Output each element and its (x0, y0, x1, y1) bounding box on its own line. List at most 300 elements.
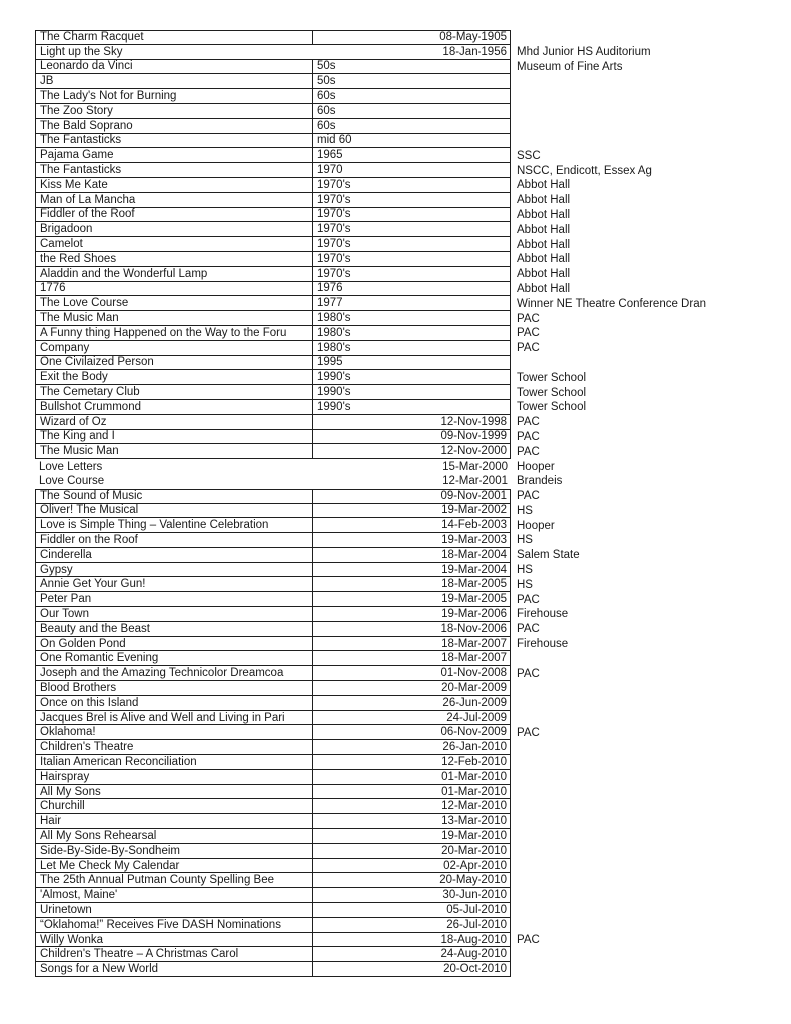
production-title: The Music Man (40, 445, 119, 458)
production-title: The Love Course (40, 297, 129, 310)
production-venue: Abbot Hall (517, 253, 571, 266)
production-title-cell (35, 430, 313, 445)
production-date: 20-Mar-2010 (441, 844, 507, 857)
production-venue-cell (511, 829, 791, 844)
production-date: 1965 (317, 149, 343, 162)
production-venue-cell (511, 622, 791, 637)
production-date: 20-May-2010 (439, 874, 507, 887)
production-title-cell (35, 533, 313, 548)
production-venue: SSC (517, 149, 541, 162)
production-date: 18-Mar-2007 (441, 637, 507, 650)
production-date: 01-Nov-2008 (440, 667, 507, 680)
production-title-cell (35, 962, 313, 977)
table-row (35, 134, 791, 149)
table-row (35, 873, 791, 888)
production-title: Beauty and the Beast (40, 622, 150, 635)
table-row (35, 696, 791, 711)
production-title: Songs for a New World (40, 963, 159, 976)
production-title-cell (35, 785, 313, 800)
production-date-cell (313, 785, 511, 800)
production-date-cell (313, 252, 511, 267)
table-row (35, 74, 791, 89)
production-title: Man of La Mancha (40, 193, 136, 206)
production-venue-cell (511, 296, 791, 311)
production-venue: HS (517, 564, 533, 577)
production-date: 09-Nov-2001 (440, 490, 507, 503)
table-row (35, 814, 791, 829)
table-row (35, 60, 791, 75)
production-date-cell (313, 356, 511, 371)
production-title-cell (35, 415, 313, 430)
production-title: Jacques Brel is Alive and Well and Living in Pari (40, 711, 285, 724)
production-date: mid 60 (317, 134, 352, 147)
table-row (35, 341, 791, 356)
production-venue-cell (511, 193, 791, 208)
production-date-cell (313, 148, 511, 163)
table-row (35, 681, 791, 696)
production-venue-cell (511, 563, 791, 578)
production-date: 1980's (317, 312, 351, 325)
table-row (35, 592, 791, 607)
production-title: The Lady's Not for Burning (40, 90, 177, 103)
production-date: 12-Nov-1998 (440, 415, 507, 428)
production-title: Love is Simple Thing – Valentine Celebration (40, 519, 269, 532)
table-row (35, 651, 791, 666)
production-title: Aladdin and the Wonderful Lamp (40, 267, 208, 280)
production-date: 26-Jun-2009 (442, 696, 507, 709)
production-title: The 25th Annual Putman County Spelling Bee (40, 874, 274, 887)
production-title-cell (35, 711, 313, 726)
production-title-cell (35, 770, 313, 785)
production-date-cell (313, 104, 511, 119)
production-date: 1970's (317, 193, 351, 206)
production-title: Annie Get Your Gun! (40, 578, 146, 591)
table-row (35, 356, 791, 371)
production-title: A Funny thing Happened on the Way to the Foru (40, 326, 287, 339)
production-venue-cell (511, 799, 791, 814)
production-title: Joseph and the Amazing Technicolor Dreamcoa (40, 667, 284, 680)
table-row (35, 326, 791, 341)
table-row (35, 385, 791, 400)
table-row (35, 533, 791, 548)
table-row (35, 799, 791, 814)
production-venue: Abbot Hall (517, 282, 571, 295)
production-date: 19-Mar-2004 (441, 563, 507, 576)
production-venue-cell (511, 947, 791, 962)
production-title: Pajama Game (40, 149, 114, 162)
production-venue: HS (517, 534, 533, 547)
production-date: 19-Mar-2005 (441, 593, 507, 606)
production-venue: Firehouse (517, 608, 569, 621)
production-date: 08-May-1905 (439, 31, 507, 44)
production-venue-cell (511, 814, 791, 829)
table-row (35, 282, 791, 297)
production-date: 1977 (317, 297, 343, 310)
production-title-cell (35, 237, 313, 252)
production-title-cell (35, 814, 313, 829)
production-date-cell (313, 918, 511, 933)
production-title: Gypsy (40, 563, 73, 576)
production-title: Churchill (40, 800, 85, 813)
production-venue: Mhd Junior HS Auditorium (517, 46, 651, 59)
production-title: JB (40, 75, 54, 88)
production-title: Wizard of Oz (40, 415, 107, 428)
production-venue-cell (511, 903, 791, 918)
production-date-cell (313, 459, 511, 474)
production-title: Oliver! The Musical (40, 504, 139, 517)
production-title-cell (35, 222, 313, 237)
production-title-cell (35, 148, 313, 163)
production-venue-cell (511, 696, 791, 711)
production-venue: Tower School (517, 386, 587, 399)
production-date: 26-Jul-2010 (446, 918, 507, 931)
production-date: 15-Mar-2000 (442, 460, 508, 473)
production-date: 19-Mar-2003 (441, 533, 507, 546)
production-venue-cell (511, 533, 791, 548)
production-date: 18-Aug-2010 (440, 933, 507, 946)
table-row (35, 208, 791, 223)
production-title-cell (35, 740, 313, 755)
table-row (35, 711, 791, 726)
production-title-cell (35, 45, 313, 60)
production-date-cell (313, 60, 511, 75)
production-title: One Romantic Evening (40, 652, 159, 665)
production-date: 12-Mar-2001 (442, 475, 508, 488)
production-venue-cell (511, 415, 791, 430)
production-venue-cell (511, 933, 791, 948)
production-date: 1970's (317, 252, 351, 265)
production-title-cell (35, 178, 313, 193)
production-date-cell (313, 814, 511, 829)
production-title-cell (35, 518, 313, 533)
production-venue: Abbot Hall (517, 208, 571, 221)
production-venue-cell (511, 577, 791, 592)
production-title-cell (35, 489, 313, 504)
production-venue-cell (511, 666, 791, 681)
production-date-cell (313, 370, 511, 385)
production-venue-cell (511, 341, 791, 356)
production-venue-cell (511, 518, 791, 533)
production-venue-cell (511, 459, 791, 474)
production-venue: Firehouse (517, 638, 569, 651)
production-venue-cell (511, 918, 791, 933)
production-date-cell (313, 489, 511, 504)
table-row (35, 252, 791, 267)
production-title: On Golden Pond (40, 637, 126, 650)
table-row (35, 859, 791, 874)
table-row (35, 178, 791, 193)
production-date-cell (313, 30, 511, 45)
table-row (35, 666, 791, 681)
production-title: “Oklahoma!” Receives Five DASH Nominations (40, 918, 281, 931)
production-date: 1970 (317, 164, 343, 177)
table-row (35, 148, 791, 163)
production-date-cell (313, 725, 511, 740)
production-date: 12-Feb-2010 (441, 755, 507, 768)
table-row (35, 918, 791, 933)
production-venue-cell (511, 859, 791, 874)
table-row (35, 888, 791, 903)
production-date: 26-Jan-2010 (442, 741, 507, 754)
production-title-cell (35, 356, 313, 371)
production-title: Fiddler on the Roof (40, 533, 138, 546)
table-row (35, 518, 791, 533)
production-venue-cell (511, 400, 791, 415)
table-row (35, 725, 791, 740)
table-row (35, 577, 791, 592)
production-date-cell (313, 548, 511, 563)
table-row (35, 903, 791, 918)
production-date-cell (313, 696, 511, 711)
production-venue: Brandeis (517, 475, 563, 488)
production-title: Leonardo da Vinci (40, 60, 133, 73)
production-title: Light up the Sky (40, 45, 123, 58)
production-title-cell (35, 134, 313, 149)
production-date: 02-Apr-2010 (443, 859, 507, 872)
production-date-cell (313, 903, 511, 918)
production-title-cell (35, 296, 313, 311)
production-date-cell (313, 178, 511, 193)
production-venue: Hooper (517, 460, 555, 473)
production-venue-cell (511, 592, 791, 607)
production-venue: PAC (517, 667, 540, 680)
table-row (35, 947, 791, 962)
production-venue: PAC (517, 490, 540, 503)
production-title: 1776 (40, 282, 66, 295)
production-venue-cell (511, 45, 791, 60)
production-date-cell (313, 444, 511, 459)
production-venue-cell (511, 770, 791, 785)
production-date: 20-Mar-2009 (441, 681, 507, 694)
production-title-cell (35, 119, 313, 134)
production-date: 19-Mar-2002 (441, 504, 507, 517)
production-date-cell (313, 740, 511, 755)
production-venue: Abbot Hall (517, 268, 571, 281)
production-date: 1995 (317, 356, 343, 369)
production-date: 1970's (317, 208, 351, 221)
production-date: 1970's (317, 178, 351, 191)
production-title-cell (35, 859, 313, 874)
production-date-cell (313, 267, 511, 282)
production-title-cell (35, 903, 313, 918)
production-venue: Abbot Hall (517, 223, 571, 236)
production-title-cell (35, 563, 313, 578)
table-row (35, 755, 791, 770)
production-date-cell (313, 415, 511, 430)
production-title-cell (35, 844, 313, 859)
table-row (35, 237, 791, 252)
production-date: 05-Jul-2010 (446, 903, 507, 916)
production-venue-cell (511, 474, 791, 489)
production-venue-cell (511, 725, 791, 740)
table-row (35, 444, 791, 459)
production-venue-cell (511, 740, 791, 755)
table-row (35, 45, 791, 60)
production-venue-cell (511, 326, 791, 341)
table-row (35, 933, 791, 948)
production-title-cell (35, 933, 313, 948)
production-date-cell (313, 799, 511, 814)
production-date: 30-Jun-2010 (442, 889, 507, 902)
table-row (35, 637, 791, 652)
production-title: Bullshot Crummond (40, 400, 141, 413)
production-date: 13-Mar-2010 (441, 815, 507, 828)
production-date: 18-Mar-2005 (441, 578, 507, 591)
table-row (35, 222, 791, 237)
production-title-cell (35, 622, 313, 637)
production-venue-cell (511, 356, 791, 371)
production-venue-cell (511, 119, 791, 134)
production-title-cell (35, 444, 313, 459)
production-title: The Music Man (40, 312, 119, 325)
production-title-cell (35, 282, 313, 297)
production-title-cell (35, 696, 313, 711)
production-date-cell (313, 341, 511, 356)
production-venue: HS (517, 578, 533, 591)
production-title: The Cemetary Club (40, 386, 140, 399)
production-date-cell (313, 711, 511, 726)
production-venue-cell (511, 888, 791, 903)
production-title: Hairspray (40, 770, 90, 783)
production-title-cell (35, 30, 313, 45)
production-date-cell (313, 622, 511, 637)
production-venue-cell (511, 962, 791, 977)
production-title: The King and I (40, 430, 115, 443)
table-row (35, 119, 791, 134)
production-date-cell (313, 430, 511, 445)
production-venue-cell (511, 30, 791, 45)
production-title: All My Sons Rehearsal (40, 829, 157, 842)
production-title-cell (35, 193, 313, 208)
production-title: The Charm Racquet (40, 31, 144, 44)
production-date: 18-Jan-1956 (442, 45, 507, 58)
production-date: 1980's (317, 326, 351, 339)
table-row (35, 89, 791, 104)
production-title-cell (35, 459, 313, 474)
production-date-cell (313, 651, 511, 666)
production-title: Peter Pan (40, 593, 92, 606)
production-title-cell (35, 637, 313, 652)
production-date: 14-Feb-2003 (441, 519, 507, 532)
table-row (35, 30, 791, 45)
production-title: Fiddler of the Roof (40, 208, 135, 221)
production-title-cell (35, 208, 313, 223)
production-title-cell (35, 267, 313, 282)
production-date: 06-Nov-2009 (440, 726, 507, 739)
production-date: 20-Oct-2010 (443, 963, 507, 976)
production-title-cell (35, 60, 313, 75)
production-venue-cell (511, 444, 791, 459)
production-venue-cell (511, 548, 791, 563)
production-date-cell (313, 222, 511, 237)
production-title: The Fantasticks (40, 164, 122, 177)
table-row (35, 311, 791, 326)
productions-table (35, 30, 791, 977)
production-title: One Civilaized Person (40, 356, 154, 369)
production-venue-cell (511, 607, 791, 622)
production-title-cell (35, 577, 313, 592)
production-venue-cell (511, 134, 791, 149)
production-title: Oklahoma! (40, 726, 96, 739)
production-date-cell (313, 563, 511, 578)
production-title-cell (35, 104, 313, 119)
production-date: 1980's (317, 341, 351, 354)
table-row (35, 548, 791, 563)
production-date-cell (313, 134, 511, 149)
production-date-cell (313, 844, 511, 859)
production-date: 1976 (317, 282, 343, 295)
table-row (35, 400, 791, 415)
production-date: 18-Mar-2004 (441, 548, 507, 561)
production-venue: NSCC, Endicott, Essex Ag (517, 164, 652, 177)
production-title-cell (35, 725, 313, 740)
production-title: All My Sons (40, 785, 101, 798)
production-venue: PAC (517, 327, 540, 340)
production-venue-cell (511, 148, 791, 163)
production-date-cell (313, 888, 511, 903)
production-date-cell (313, 385, 511, 400)
production-venue: Salem State (517, 549, 580, 562)
production-date: 1970's (317, 267, 351, 280)
production-title-cell (35, 252, 313, 267)
production-title: Side-By-Side-By-Sondheim (40, 844, 180, 857)
production-date-cell (313, 296, 511, 311)
table-row (35, 370, 791, 385)
production-date: 1970's (317, 238, 351, 251)
production-date: 1990's (317, 386, 351, 399)
production-date-cell (313, 74, 511, 89)
production-title: Italian American Reconciliation (40, 755, 197, 768)
production-title: The Sound of Music (40, 490, 143, 503)
production-venue-cell (511, 637, 791, 652)
production-title-cell (35, 474, 313, 489)
production-venue-cell (511, 489, 791, 504)
production-venue: HS (517, 504, 533, 517)
production-title: The Bald Soprano (40, 119, 133, 132)
production-title-cell (35, 370, 313, 385)
production-title: The Zoo Story (40, 104, 113, 117)
production-date-cell (313, 311, 511, 326)
table-row (35, 844, 791, 859)
production-date-cell (313, 533, 511, 548)
production-venue-cell (511, 370, 791, 385)
production-title-cell (35, 755, 313, 770)
production-title: Kiss Me Kate (40, 178, 108, 191)
table-row (35, 962, 791, 977)
production-title: Cinderella (40, 548, 92, 561)
production-title: The Fantasticks (40, 134, 122, 147)
table-row (35, 163, 791, 178)
production-date-cell (313, 89, 511, 104)
production-date-cell (313, 577, 511, 592)
production-title: Urinetown (40, 903, 92, 916)
production-title: Camelot (40, 238, 83, 251)
production-date: 19-Mar-2006 (441, 607, 507, 620)
production-venue: Tower School (517, 401, 587, 414)
production-title-cell (35, 799, 313, 814)
production-venue: PAC (517, 623, 540, 636)
production-date: 01-Mar-2010 (441, 785, 507, 798)
production-title-cell (35, 918, 313, 933)
production-venue: Hooper (517, 519, 555, 532)
production-title: Love Letters (39, 460, 103, 473)
production-title-cell (35, 89, 313, 104)
production-venue-cell (511, 178, 791, 193)
production-date: 24-Aug-2010 (440, 948, 507, 961)
production-date-cell (313, 282, 511, 297)
production-venue: PAC (517, 934, 540, 946)
production-title-cell (35, 592, 313, 607)
